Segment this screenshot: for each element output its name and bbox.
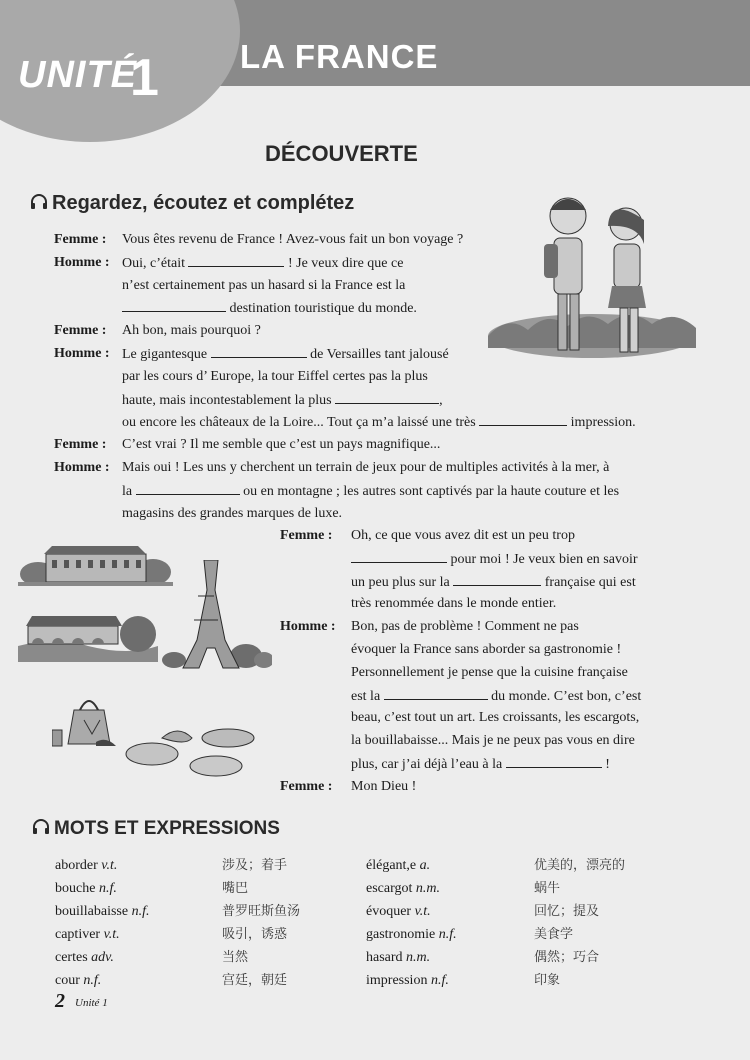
answer-blank[interactable] bbox=[384, 685, 488, 700]
vocab-translation: 回忆；提及 bbox=[534, 904, 600, 919]
answer-blank[interactable] bbox=[479, 411, 567, 426]
vocab-pos: n.f. bbox=[438, 927, 457, 942]
vocab-term: gastronomie bbox=[366, 927, 436, 942]
page-title: LA FRANCE bbox=[240, 38, 439, 75]
vocab-translation: 吸引，诱惑 bbox=[222, 927, 288, 942]
vocab-pos: n.f. bbox=[430, 973, 449, 988]
dialogue-line: Oh, ce que vous avez dit est un peu trop bbox=[351, 528, 575, 543]
dialogue-line: ou encore les châteaux de la Loire... Tout ça m’a laissé une très impression. bbox=[122, 411, 636, 434]
vocab-pos: adv. bbox=[91, 950, 114, 965]
headphones-icon[interactable] bbox=[32, 818, 50, 842]
dialogue-line: la bouillabaisse... Mais je ne peux pas vous en dire bbox=[351, 733, 635, 749]
headphones-icon[interactable] bbox=[30, 193, 48, 217]
unit-label: UNITÉ bbox=[18, 54, 137, 96]
answer-blank[interactable] bbox=[506, 753, 602, 768]
dialogue-line: par les cours d’ Europe, la tour Eiffel certes pas la plus bbox=[122, 368, 428, 384]
speaker-label: Homme : bbox=[54, 346, 110, 361]
page-number: 2 bbox=[55, 990, 65, 1012]
speaker-label: Femme : bbox=[54, 323, 107, 339]
dialogue-line: Vous êtes revenu de France ! Avez-vous fait un bon voyage ? bbox=[122, 232, 464, 247]
exercise-heading-row bbox=[30, 192, 354, 217]
vocab-word bbox=[55, 877, 117, 900]
dialogue-line: pour moi ! Je veux bien en savoir bbox=[351, 548, 638, 571]
fashion-food-illustration bbox=[52, 690, 262, 782]
dialogue-line: très renommée dans le monde entier. bbox=[351, 596, 557, 612]
dialogue-line: un peu plus sur la française qui est bbox=[351, 571, 636, 594]
vocab-term: aborder bbox=[55, 858, 98, 873]
vocab-term: certes bbox=[55, 950, 88, 965]
dialogue-line: magasins des grandes marques de luxe. bbox=[122, 505, 343, 521]
speaker-label: Femme : bbox=[280, 778, 333, 794]
page-label: Unité 1 bbox=[75, 997, 108, 1009]
vocab-word bbox=[366, 854, 430, 877]
dialogue-line: C’est vrai ? Il me semble que c’est un pays magnifique... bbox=[122, 437, 441, 453]
vocab-pos: v.t. bbox=[103, 927, 120, 942]
vocab-pos: n.f. bbox=[98, 881, 117, 896]
dialogue-line: la ou en montagne ; les autres sont captivés par la haute couture et les bbox=[122, 480, 619, 503]
vocab-pos: n.f. bbox=[131, 904, 150, 919]
vocab-translation: 普罗旺斯鱼汤 bbox=[222, 904, 301, 919]
chateau-loire-illustration bbox=[18, 600, 158, 662]
vocab-translation: 优美的，漂亮的 bbox=[534, 858, 626, 873]
vocab-term: captiver bbox=[55, 927, 101, 942]
vocab-term: élégant,e bbox=[366, 858, 417, 873]
eiffel-tower-illustration bbox=[162, 560, 272, 672]
vocab-term: impression bbox=[366, 973, 428, 988]
vocab-heading: MOTS ET EXPRESSIONS bbox=[54, 818, 280, 839]
dialogue-line: Le gigantesque de Versailles tant jalousé bbox=[122, 343, 449, 366]
answer-blank[interactable] bbox=[188, 252, 284, 267]
answer-blank[interactable] bbox=[136, 480, 240, 495]
vocab-term: bouillabaisse bbox=[55, 904, 129, 919]
vocab-term: hasard bbox=[366, 950, 403, 965]
vocab-word bbox=[55, 854, 117, 877]
versailles-illustration bbox=[18, 540, 173, 588]
speaker-label: Femme : bbox=[54, 437, 107, 453]
answer-blank[interactable] bbox=[122, 297, 226, 312]
answer-blank[interactable] bbox=[211, 343, 307, 358]
dialogue-line: plus, car j’ai déjà l’eau à la ! bbox=[351, 753, 610, 776]
vocab-translation: 嘴巴 bbox=[222, 881, 249, 896]
vocab-heading-row bbox=[32, 818, 280, 842]
vocab-pos: n.m. bbox=[406, 950, 431, 965]
dialogue-line: Mon Dieu ! bbox=[351, 778, 417, 794]
vocab-term: escargot bbox=[366, 881, 413, 896]
vocab-term: cour bbox=[55, 973, 80, 988]
vocab-word bbox=[366, 969, 449, 992]
vocab-pos: n.m. bbox=[415, 881, 441, 896]
vocab-translation: 美食学 bbox=[534, 927, 574, 942]
vocab-translation: 宫廷，朝廷 bbox=[222, 973, 288, 988]
dialogue-line: haute, mais incontestablement la plus , bbox=[122, 389, 443, 412]
speaker-label: Homme : bbox=[54, 460, 110, 475]
dialogue-line: évoquer la France sans aborder sa gastronomie ! bbox=[351, 642, 622, 657]
exercise-heading: Regardez, écoutez et complétez bbox=[52, 192, 355, 214]
dialogue-line: Mais oui ! Les uns y cherchent un terrain de jeux pour de multiples activités à la mer, à bbox=[122, 460, 610, 475]
vocab-translation: 蜗牛 bbox=[534, 881, 561, 896]
vocab-word bbox=[366, 946, 430, 969]
vocab-translation: 当然 bbox=[222, 950, 249, 965]
dialogue-line: n’est certainement pas un hasard si la France est la bbox=[122, 277, 406, 293]
speaker-label: Femme : bbox=[280, 528, 333, 543]
section-title: DÉCOUVERTE bbox=[265, 141, 418, 166]
unit-number: 1 bbox=[130, 49, 159, 107]
answer-blank[interactable] bbox=[335, 389, 439, 404]
vocab-word bbox=[366, 923, 457, 946]
vocab-word bbox=[55, 923, 120, 946]
dialogue-line: Bon, pas de problème ! Comment ne pas bbox=[351, 619, 579, 635]
vocab-translation: 印象 bbox=[534, 973, 561, 988]
vocab-word bbox=[366, 877, 440, 900]
answer-blank[interactable] bbox=[453, 571, 541, 586]
vocab-word bbox=[366, 900, 431, 923]
vocab-word bbox=[55, 969, 101, 992]
vocab-pos: v.t. bbox=[101, 858, 118, 873]
vocab-term: évoquer bbox=[366, 904, 412, 919]
answer-blank[interactable] bbox=[351, 548, 447, 563]
speaker-label: Homme : bbox=[280, 619, 336, 635]
vocab-translation: 涉及；着手 bbox=[222, 858, 288, 873]
dialogue-line: Ah bon, mais pourquoi ? bbox=[122, 323, 261, 339]
vocab-pos: v.t. bbox=[414, 904, 431, 919]
dialogue-line: Oui, c’était ! Je veux dire que ce bbox=[122, 252, 403, 275]
dialogue-line: Personnellement je pense que la cuisine française bbox=[351, 664, 628, 680]
speaker-label: Homme : bbox=[54, 254, 110, 270]
dialogue-line: destination touristique du monde. bbox=[122, 297, 417, 320]
vocab-word bbox=[55, 900, 150, 923]
vocab-term: bouche bbox=[55, 881, 96, 896]
dialogue-line: beau, c’est tout un art. Les croissants, les escargots, bbox=[351, 710, 640, 726]
vocab-translation: 偶然；巧合 bbox=[534, 950, 600, 965]
dialogue-line: est la du monde. C’est bon, c’est bbox=[351, 685, 641, 708]
vocab-pos: a. bbox=[419, 858, 431, 873]
vocab-pos: n.f. bbox=[83, 973, 102, 988]
vocab-word bbox=[55, 946, 114, 969]
students-illustration bbox=[488, 186, 696, 370]
speaker-label: Femme : bbox=[54, 232, 107, 247]
